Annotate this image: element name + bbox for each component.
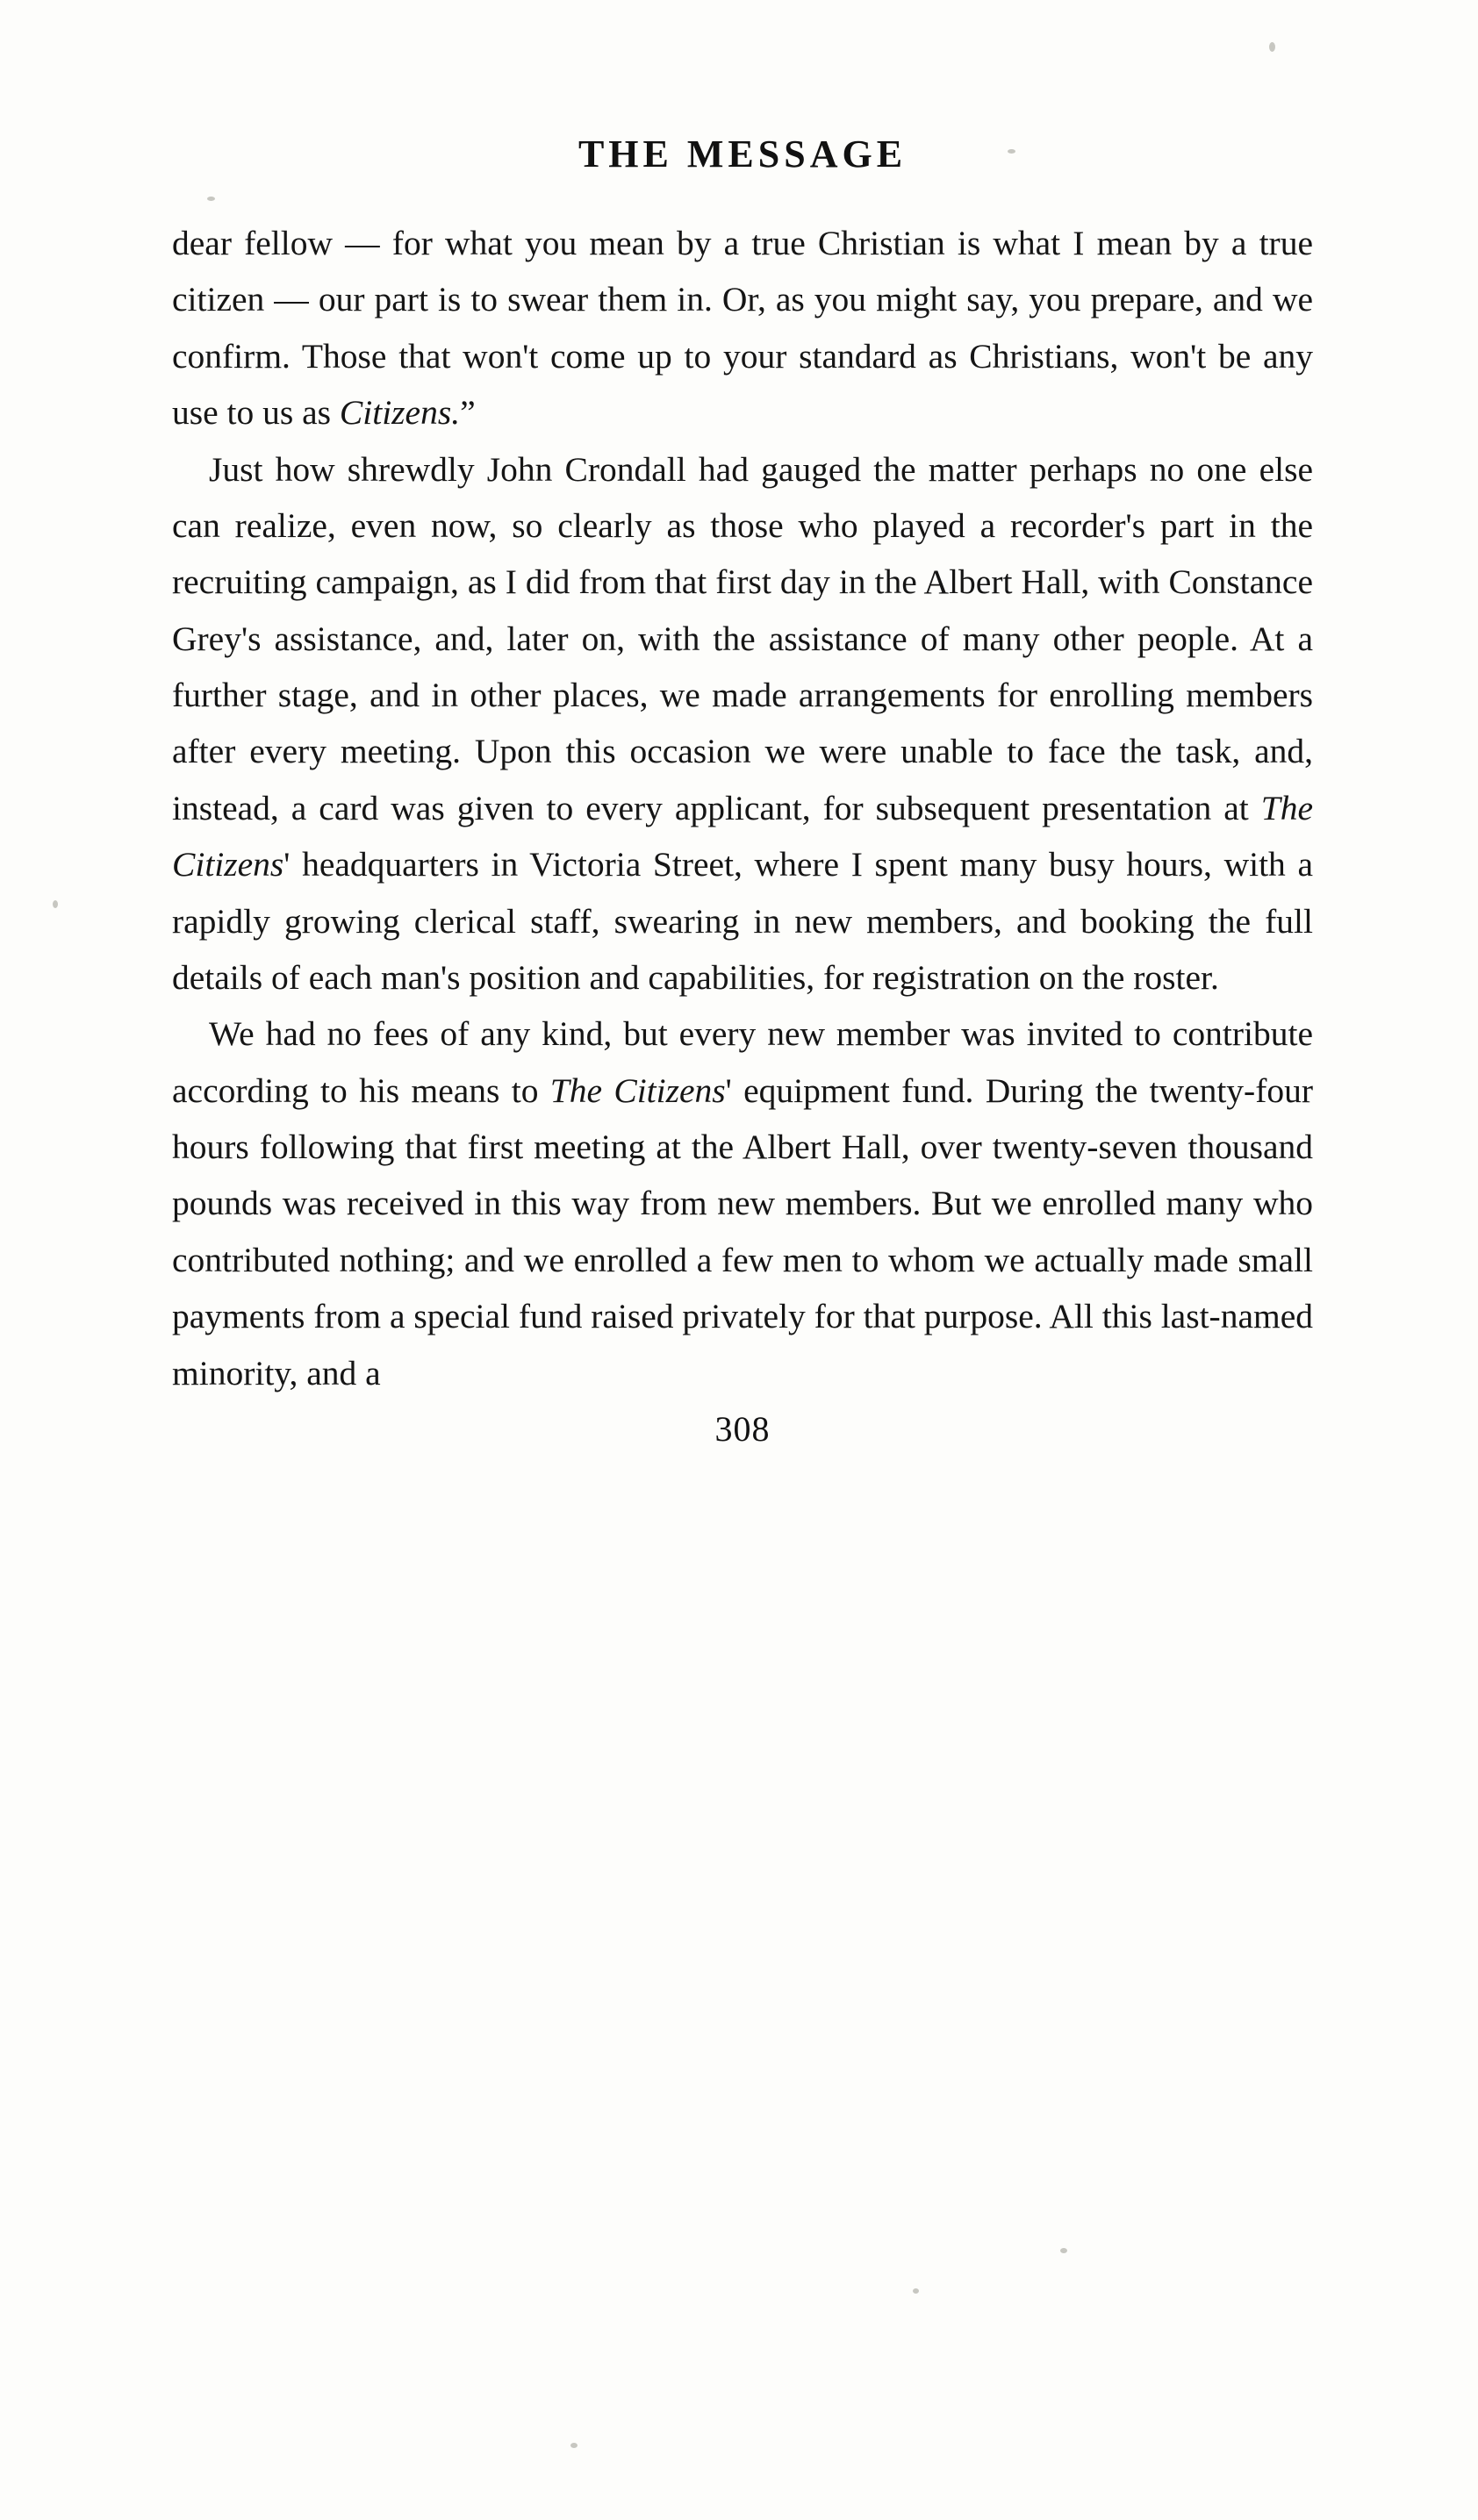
text-run: Just how shrewdly John Crondall had gauged the matter perhaps no one else can realize, even now, so clearly as those who played a recorder's part in the recruiting campaign, as I did from that first day in the Albert Hall, with Constance Grey's assistance, and, later on, with the assistance of many other people. At a further stage, and in other places, we made arrangements for enrolling members after every meeting. Upon this occasion we were unable to face the task, and, instead, a card was given to every applicant, for subsequent presentation at [172,449,1313,827]
page-speck [913,2288,919,2294]
page-speck [570,2443,578,2448]
page-speck [1269,42,1275,52]
italic-run: The Citizens [549,1070,726,1110]
text-run: ” [460,393,476,433]
paragraph [172,441,1313,1006]
page-speck [53,900,58,908]
page-speck [1060,2248,1067,2253]
text-run: dear fellow — for what you mean by a true Christian is what I mean by a true citizen — our part is to swear them in. Or, as you might say, you prepare, and we confirm. Those that won't come up to your standard as Christians, won't be any use to us as [172,224,1313,433]
paragraph [172,1006,1313,1401]
paragraph [172,215,1313,441]
body-text [172,215,1313,1401]
italic-run: The Citizens [172,788,1313,884]
page-content [172,132,1313,1450]
page-number: 308 [714,1408,771,1449]
running-head: THE MESSAGE [578,132,908,175]
text-run: ' headquarters in Victoria Street, where I spent many busy hours, with a rapidly growing clerical staff, swearing in new members, and booking the full details of each man's position and capabilities, for registration on the roster. [172,845,1313,997]
text-run: We had no fees of any kind, but every new member was invited to contribute according to his means to [172,1014,1313,1110]
italic-run: Citizens. [339,393,461,433]
text-run: ' equipment fund. During the twenty-four hours following that first meeting at the Albert Hall, over twenty-seven thousand pounds was received in this way from new members. But we enrolled many who contributed nothing; and we enrolled a few men to whom we actually made small payments from a special fund raised privately for that purpose. All this last-named minority, and a [172,1070,1314,1392]
